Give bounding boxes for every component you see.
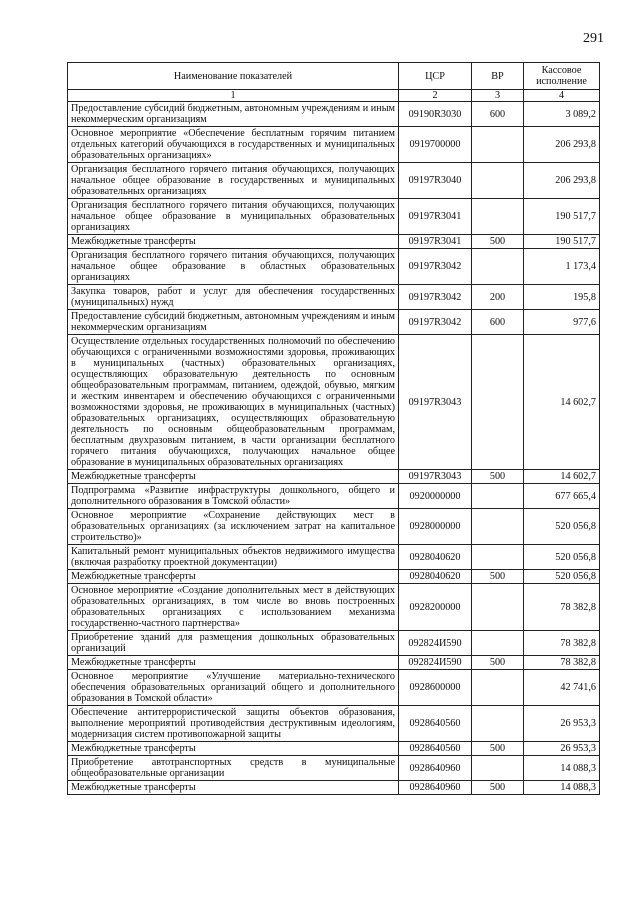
row-vr-cell: 600 (472, 102, 524, 127)
row-csr-cell: 0920000000 (399, 484, 472, 509)
header-name: Наименование показателей (68, 63, 399, 90)
row-csr-cell: 09197R3043 (399, 335, 472, 470)
row-sum-cell: 520 056,8 (524, 570, 600, 584)
table-row (68, 163, 600, 199)
row-sum-cell: 520 056,8 (524, 545, 600, 570)
row-name-cell: Обеспечение антитеррористической защиты объектов образования, выполнение мероприятий противодействия деструктивным идеологиям, модернизация систем противопожарной защиты (68, 706, 399, 742)
row-sum-cell: 195,8 (524, 285, 600, 310)
row-name-cell: Межбюджетные трансферты (68, 570, 399, 584)
row-csr-cell: 09197R3041 (399, 235, 472, 249)
header-csr: ЦСР (399, 63, 472, 90)
row-vr-cell (472, 127, 524, 163)
table-row (68, 199, 600, 235)
row-name-cell: Осуществление отдельных государственных полномочий по обеспечению обучающихся с ограниченными возможностями здоровья, проживающих в муниципальных (частных) образовательных организациях, осуществляющих образовательную деятельность по основным общеобразовательным программам, питанием, одеждой, обувью, мягким и жестким инвентарем и обеспечению обучающихся с ограниченными возможностями здоровья, не проживающих в муниципальных (частных) образовательных организациях, осуществляющих образовательную деятельность по основным общеобразовательным программам, бесплатным двухразовым питанием, в части организации бесплатного горячего питания обучающихся, получающих начальное общее образование в муниципальных образовательных организациях (68, 335, 399, 470)
row-sum-cell: 14 602,7 (524, 470, 600, 484)
table-body (68, 102, 600, 795)
table-row (68, 335, 600, 470)
row-csr-cell: 0928640960 (399, 781, 472, 795)
row-csr-cell: 09197R3042 (399, 249, 472, 285)
row-name-cell: Межбюджетные трансферты (68, 742, 399, 756)
row-sum-cell: 206 293,8 (524, 163, 600, 199)
row-vr-cell (472, 670, 524, 706)
row-sum-cell: 78 382,8 (524, 631, 600, 656)
row-sum-cell: 190 517,7 (524, 199, 600, 235)
row-csr-cell: 0928200000 (399, 584, 472, 631)
table-row (68, 484, 600, 509)
budget-table (67, 62, 600, 795)
row-name-cell: Предоставление субсидий бюджетным, автономным учреждениям и иным некоммерческим организациям (68, 310, 399, 335)
row-name-cell: Организация бесплатного горячего питания обучающихся, получающих начальное общее образование в муниципальных образовательных организациях (68, 199, 399, 235)
row-csr-cell: 092824И590 (399, 631, 472, 656)
table-row (68, 756, 600, 781)
row-name-cell: Межбюджетные трансферты (68, 781, 399, 795)
row-vr-cell (472, 509, 524, 545)
row-sum-cell: 26 953,3 (524, 706, 600, 742)
row-sum-cell: 1 173,4 (524, 249, 600, 285)
row-sum-cell: 26 953,3 (524, 742, 600, 756)
row-name-cell: Приобретение автотранспортных средств в муниципальные общеобразовательные организации (68, 756, 399, 781)
row-csr-cell: 09197R3043 (399, 470, 472, 484)
row-name-cell: Межбюджетные трансферты (68, 235, 399, 249)
row-vr-cell (472, 584, 524, 631)
column-number-row (68, 90, 600, 102)
row-csr-cell: 09197R3042 (399, 310, 472, 335)
row-vr-cell: 600 (472, 310, 524, 335)
row-sum-cell: 14 088,3 (524, 781, 600, 795)
table-row (68, 781, 600, 795)
row-sum-cell: 42 741,6 (524, 670, 600, 706)
row-csr-cell: 0928040620 (399, 570, 472, 584)
row-csr-cell: 0928640560 (399, 706, 472, 742)
row-name-cell: Основное мероприятие «Обеспечение бесплатным горячим питанием отдельных категорий обучающихся в государственных и муниципальных образовательных организациях» (68, 127, 399, 163)
row-sum-cell: 14 088,3 (524, 756, 600, 781)
table-row (68, 102, 600, 127)
row-vr-cell (472, 484, 524, 509)
table-row (68, 670, 600, 706)
table-row (68, 235, 600, 249)
page-number: 291 (583, 31, 604, 46)
table-row (68, 285, 600, 310)
row-csr-cell: 09197R3041 (399, 199, 472, 235)
row-vr-cell (472, 199, 524, 235)
table-row (68, 249, 600, 285)
row-vr-cell: 500 (472, 470, 524, 484)
row-name-cell: Предоставление субсидий бюджетным, автономным учреждениям и иным некоммерческим организациям (68, 102, 399, 127)
table-row (68, 584, 600, 631)
row-vr-cell: 500 (472, 656, 524, 670)
row-name-cell: Закупка товаров, работ и услуг для обеспечения государственных (муниципальных) нужд (68, 285, 399, 310)
row-name-cell: Межбюджетные трансферты (68, 656, 399, 670)
row-name-cell: Подпрограмма «Развитие инфраструктуры дошкольного, общего и дополнительного образования в Томской области» (68, 484, 399, 509)
row-csr-cell: 0928640560 (399, 742, 472, 756)
row-csr-cell: 0928000000 (399, 509, 472, 545)
row-sum-cell: 78 382,8 (524, 584, 600, 631)
row-name-cell: Межбюджетные трансферты (68, 470, 399, 484)
header-vr: ВР (472, 63, 524, 90)
row-sum-cell: 190 517,7 (524, 235, 600, 249)
row-name-cell: Организация бесплатного горячего питания обучающихся, получающих начальное общее образование в государственных и муниципальных образовательных организациях (68, 163, 399, 199)
row-csr-cell: 092824И590 (399, 656, 472, 670)
row-name-cell: Капитальный ремонт муниципальных объектов недвижимого имущества (включая разработку проектной документации) (68, 545, 399, 570)
row-name-cell: Приобретение зданий для размещения дошкольных образовательных организаций (68, 631, 399, 656)
column-number: 4 (524, 90, 600, 102)
row-csr-cell: 0928600000 (399, 670, 472, 706)
row-vr-cell (472, 249, 524, 285)
header-row (68, 63, 600, 90)
table-row (68, 509, 600, 545)
table-row (68, 545, 600, 570)
table-row (68, 470, 600, 484)
row-sum-cell: 977,6 (524, 310, 600, 335)
table-row (68, 127, 600, 163)
row-csr-cell: 09197R3042 (399, 285, 472, 310)
row-vr-cell: 500 (472, 570, 524, 584)
row-vr-cell (472, 163, 524, 199)
row-sum-cell: 206 293,8 (524, 127, 600, 163)
row-name-cell: Организация бесплатного горячего питания обучающихся, получающих начальное общее образование в областных образовательных организациях (68, 249, 399, 285)
table-row (68, 706, 600, 742)
row-vr-cell (472, 335, 524, 470)
row-vr-cell (472, 545, 524, 570)
row-sum-cell: 14 602,7 (524, 335, 600, 470)
row-vr-cell (472, 706, 524, 742)
row-csr-cell: 0928640960 (399, 756, 472, 781)
table-row (68, 310, 600, 335)
row-name-cell: Основное мероприятие «Улучшение материально-технического обеспечения образовательных организаций общего и дополнительного образования в Томской области» (68, 670, 399, 706)
row-vr-cell: 500 (472, 781, 524, 795)
row-vr-cell: 500 (472, 235, 524, 249)
column-number: 2 (399, 90, 472, 102)
table-row (68, 631, 600, 656)
row-vr-cell: 200 (472, 285, 524, 310)
table-row (68, 656, 600, 670)
row-vr-cell (472, 631, 524, 656)
row-sum-cell: 677 665,4 (524, 484, 600, 509)
row-csr-cell: 09190R3030 (399, 102, 472, 127)
header-sum: Кассовое исполнение (524, 63, 600, 90)
row-name-cell: Основное мероприятие «Сохранение действующих мест в образовательных организациях (за исключением затрат на капитальное строительство)» (68, 509, 399, 545)
column-number: 3 (472, 90, 524, 102)
row-sum-cell: 78 382,8 (524, 656, 600, 670)
row-vr-cell: 500 (472, 742, 524, 756)
table-row (68, 570, 600, 584)
row-csr-cell: 09197R3040 (399, 163, 472, 199)
row-sum-cell: 3 089,2 (524, 102, 600, 127)
table-row (68, 742, 600, 756)
row-vr-cell (472, 756, 524, 781)
column-number: 1 (68, 90, 399, 102)
row-sum-cell: 520 056,8 (524, 509, 600, 545)
row-name-cell: Основное мероприятие «Создание дополнительных мест в действующих образовательных организациях, в том числе во вновь построенных образовательных организациях с использованием механизма государственно-частного партнерства» (68, 584, 399, 631)
row-csr-cell: 0928040620 (399, 545, 472, 570)
row-csr-cell: 0919700000 (399, 127, 472, 163)
